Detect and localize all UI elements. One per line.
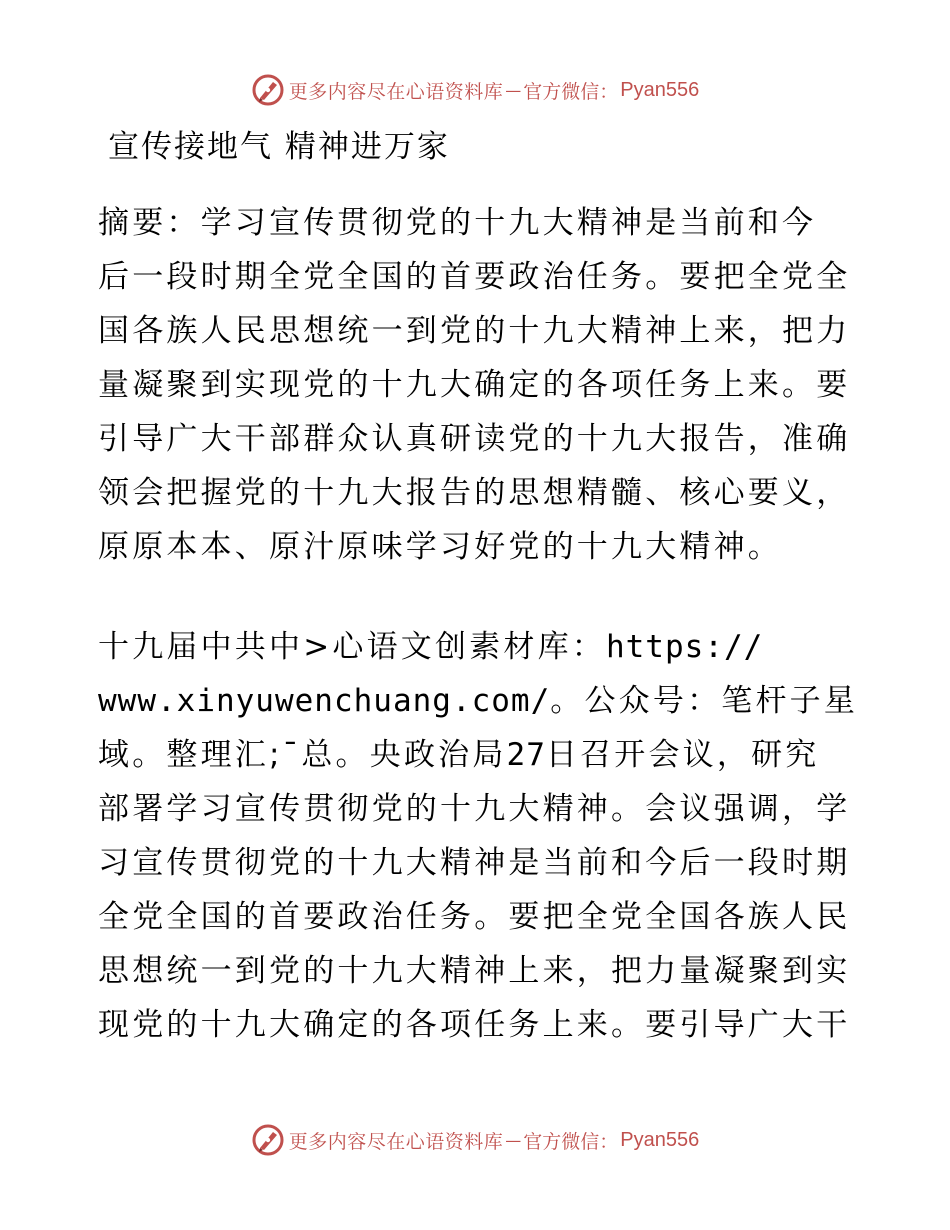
banner-slogan: 更多内容尽在心语资料库 (288, 1130, 504, 1153)
pen-logo-icon (251, 1123, 285, 1157)
banner-separator: — (505, 80, 522, 100)
text-line (98, 620, 858, 674)
text-line: 原原本本、原汁原味学习好党的十九大精神。 (98, 529, 782, 565)
banner-slogan: 更多内容尽在心语资料库 (288, 80, 504, 103)
paragraph-body (98, 620, 858, 1052)
text-line: 部署学习宣传贯彻党的十九大精神。会议强调，学 (98, 791, 851, 827)
text-segment: 域。整理汇;¯总。央政治局 (98, 737, 507, 773)
text-line: 领会把握党的十九大报告的思想精髓、核心要义， (98, 475, 851, 511)
url-text: https:// (605, 629, 764, 665)
pen-logo-icon (251, 73, 285, 107)
text-segment: 十九届中共中>心语文创素材库： (98, 629, 606, 665)
text-line: 量凝聚到实现党的十九大确定的各项任务上来。要 (98, 367, 851, 403)
text-line: 引导广大干部群众认真研读党的十九大报告，准确 (98, 421, 851, 457)
number-text: 27 (506, 737, 546, 773)
text-line (98, 674, 858, 728)
paragraph-summary (98, 196, 858, 574)
text-line: 思想统一到党的十九大精神上来，把力量凝聚到实 (98, 953, 851, 989)
banner-wechat-id: Pyan556 (620, 78, 700, 101)
text-line: 习宣传贯彻党的十九大精神是当前和今后一段时期 (98, 845, 851, 881)
header-banner (0, 70, 950, 110)
text-segment: 日召开会议，研究 (545, 737, 820, 773)
text-line: 摘要：学习宣传贯彻党的十九大精神是当前和今 (98, 205, 817, 241)
url-text: www.xinyuwenchuang.com/ (98, 683, 551, 719)
document-title: 宣传接地气 精神进万家 (108, 129, 450, 165)
text-line: 现党的十九大确定的各项任务上来。要引导广大干 (98, 1007, 851, 1043)
text-line (98, 728, 858, 782)
text-line: 全党全国的首要政治任务。要把全党全国各族人民 (98, 899, 851, 935)
banner-wechat-id: Pyan556 (620, 1128, 700, 1151)
text-line: 后一段时期全党全国的首要政治任务。要把全党全 (98, 259, 851, 295)
banner-wechat-label: 官方微信： (523, 80, 619, 103)
banner-wechat-label: 官方微信： (523, 1130, 619, 1153)
banner-separator: — (505, 1130, 522, 1150)
footer-banner (0, 1120, 950, 1160)
text-line: 国各族人民思想统一到党的十九大精神上来，把力 (98, 313, 851, 349)
text-segment: 。公众号：笔杆子星 (550, 683, 859, 719)
